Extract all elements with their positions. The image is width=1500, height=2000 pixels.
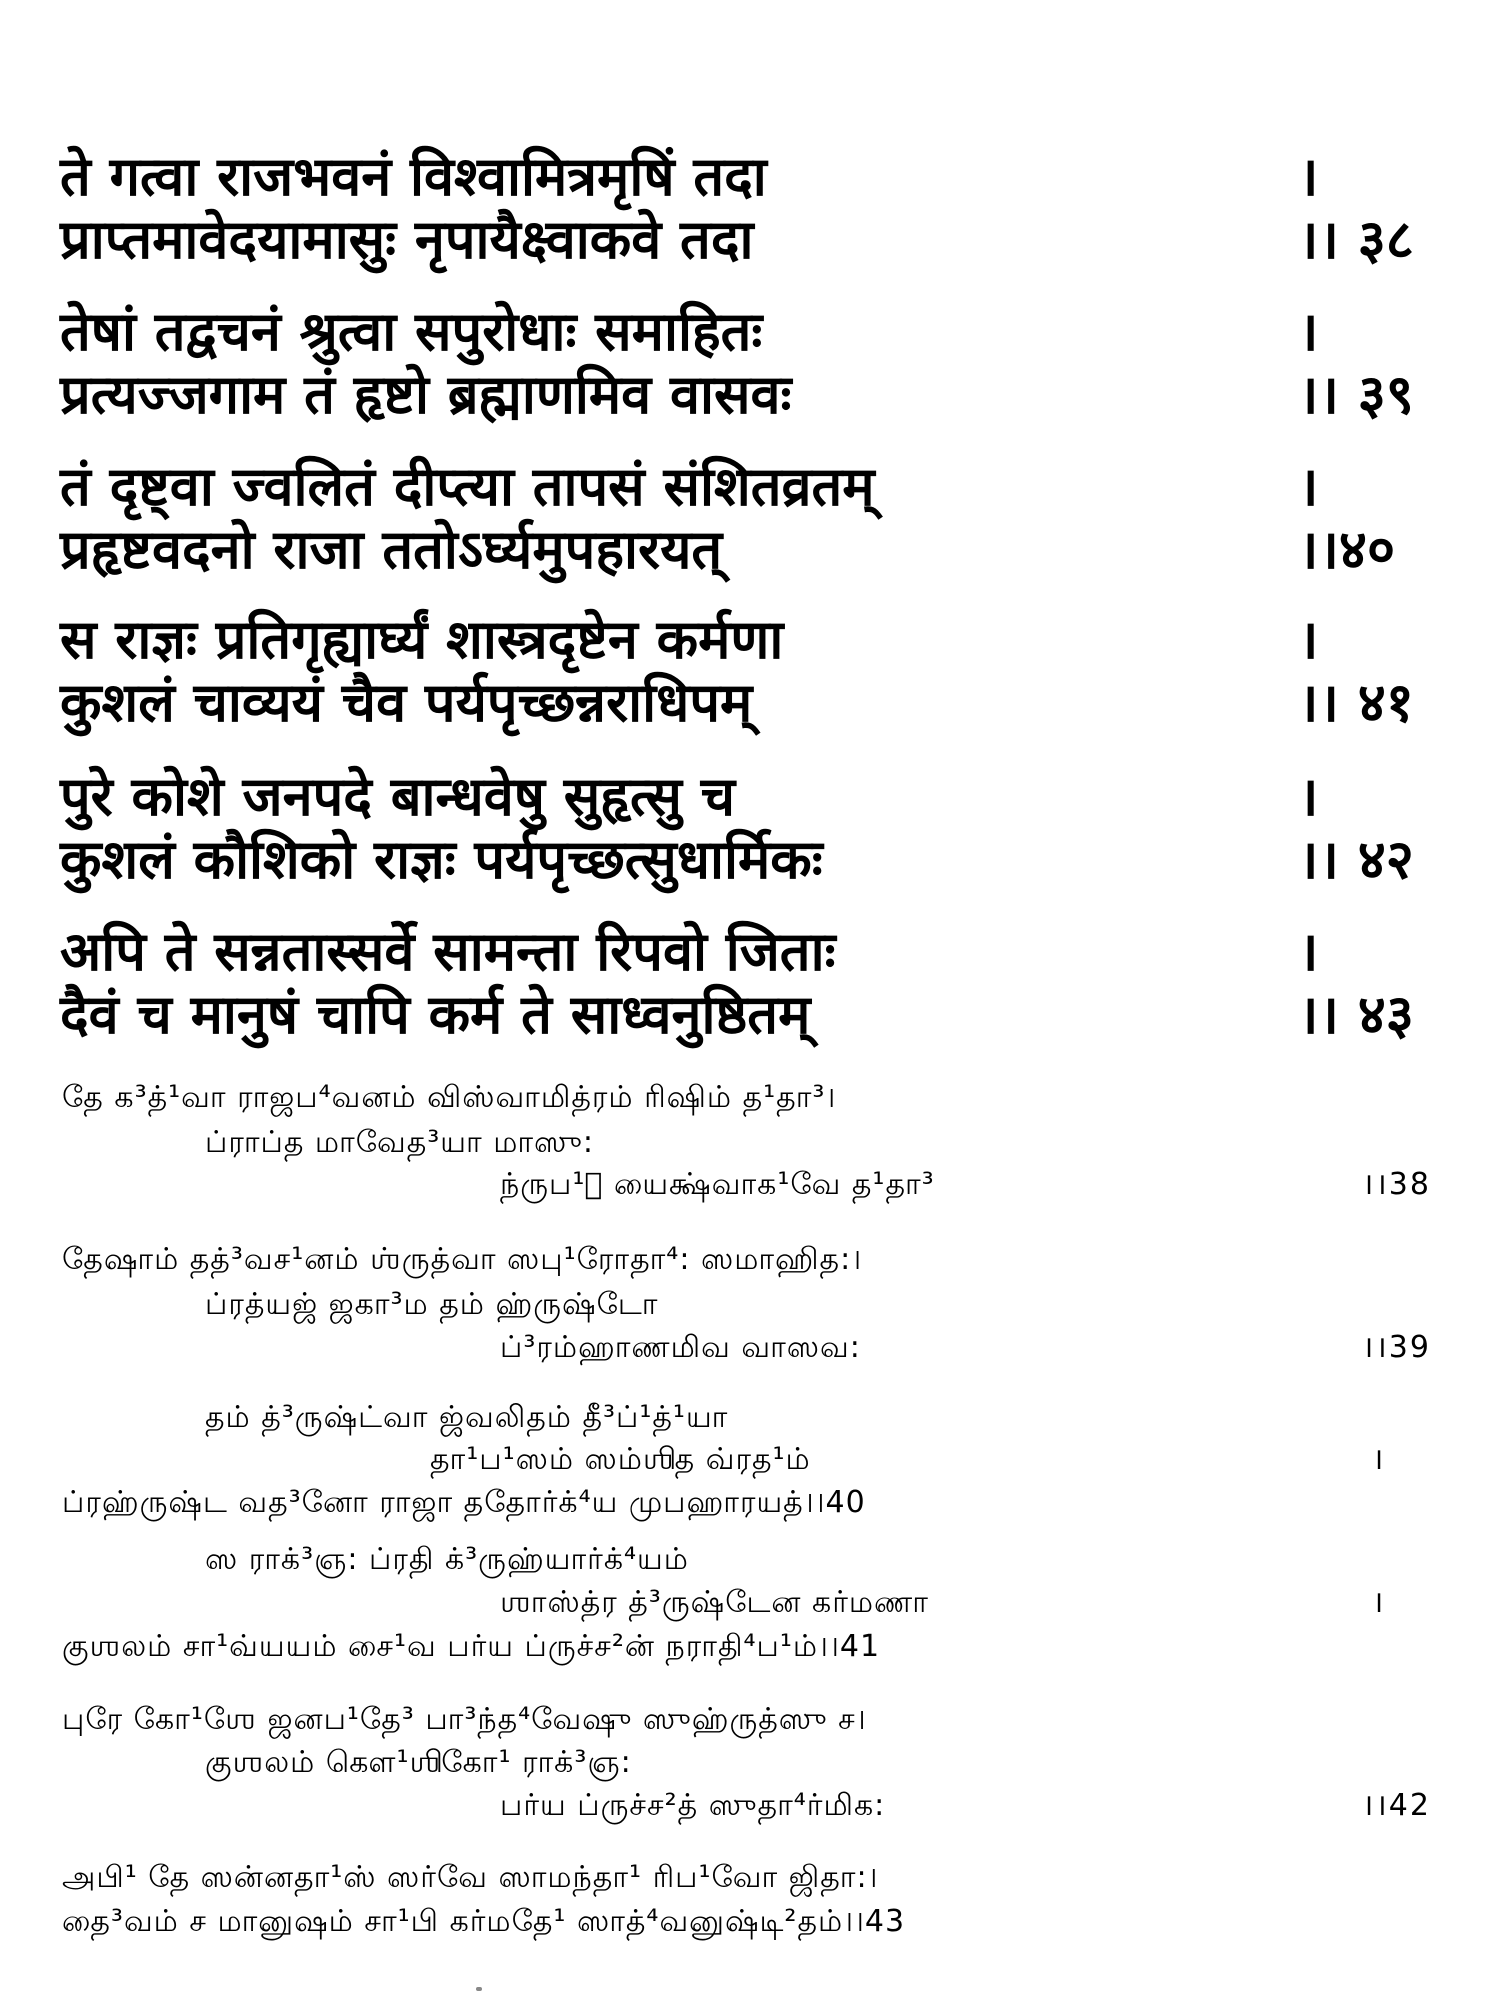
tamil-verse-43-line-2: தை³வம் ச மானுஷம் சா¹பி கர்மதே¹ ஸாத்⁴வனுஷ்டி²தம்।।43 [62,1904,906,1939]
sanskrit-verse-39-line-2: प्रत्यज्जगाम तं हृष्टो ब्रह्माणमिव वासवः ।। ३९ [60,363,1414,426]
tamil-verse-42-line-1: புரே கோ¹ஶே ஜனப¹தே³ பா³ந்த⁴வேஷு ஸுஹ்ருத்ஸு ச। [62,1702,867,1737]
verse-number-39: ।। ३९ [1298,363,1414,426]
tamil-verse-40-line-2: தா¹ப¹ஸம் ஸம்ஶித வ்ரத¹ம் [430,1442,811,1477]
tamil-verse-43-line-1: அபி¹ தே ஸன்னதா¹ஸ் ஸர்வே ஸாமந்தா¹ ரிப¹வோ ஜிதா:। [62,1860,879,1895]
tamil-verse-42-line-2: குஶலம் கௌ¹ஶிகோ¹ ராக்³ஞ: [205,1745,632,1780]
sanskrit-verse-40-line-1: तं दृष्ट्वा ज्वलितं दीप्त्या तापसं संशितव्रतम् । [60,455,1319,518]
scan-speck [476,1987,482,1991]
tamil-verse-number-42: ।।42 [1362,1788,1431,1823]
tamil-verse-38-line-2: ப்ராப்த மாவேத³யா மாஸு: [205,1125,594,1160]
tamil-verse-41-line-1: ஸ ராக்³ஞ: ப்ரதி க்³ருஹ்யார்க்⁴யம் [205,1542,689,1577]
sanskrit-verse-42-line-2: कुशलं कौशिको राज्ञः पर्यपृच्छत्सुधार्मिकः ।। ४२ [60,828,1414,891]
sanskrit-verse-43-line-1: अपि ते सन्नतास्सर्वे सामन्ता रिपवो जिताः । [60,920,1319,983]
verse-number-41: ।। ४१ [1298,671,1414,734]
sanskrit-verse-41-line-1: स राज्ञः प्रतिगृह्यार्घ्यं शास्त्रदृष्टेन कर्मणा । [60,608,1319,671]
tamil-verse-38-line-1: தே க³த்¹வா ராஜப⁴வனம் விஸ்வாமித்ரம் ரிஷிம் த¹தா³। [62,1080,837,1115]
verse-number-43: ।। ४३ [1298,983,1414,1046]
tamil-verse-41-line-3: குஶலம் சா¹வ்யயம் சை¹வ பர்ய ப்ருச்ச²ன் நராதி⁴ப¹ம்।।41 [62,1629,881,1664]
tamil-verse-number-39: ।।39 [1362,1330,1431,1365]
verse-number-38: ।। ३८ [1298,208,1414,271]
tamil-verse-39-line-2: ப்ரத்யஜ் ஜகா³ம தம் ஹ்ருஷ்டோ [205,1287,659,1322]
verse-number-42: ।। ४२ [1298,828,1414,891]
tamil-verse-40-mark: । [1372,1442,1385,1477]
tamil-verse-42-line-3: பர்ய ப்ருச்ச²த் ஸுதா⁴ர்மிக: [500,1788,886,1823]
tamil-verse-39-line-1: தேஷாம் தத்³வச¹னம் ஶ்ருத்வா ஸபு¹ரோதா⁴: ஸமாஹித:। [62,1242,863,1277]
tamil-verse-number-38: ।।38 [1362,1167,1431,1202]
tamil-verse-40-line-1: தம் த்³ருஷ்ட்வா ஜ்வலிதம் தீ³ப்¹த்¹யா [205,1400,729,1435]
tamil-verse-39-line-3: ப்³ரம்ஹாணமிவ வாஸவ: [500,1330,861,1365]
sanskrit-verse-40-line-2: प्रहृष्टवदनो राजा ततोऽर्घ्यमुपहारयत् ।।४० [60,518,1396,581]
verse-number-40: ।।४० [1298,518,1396,581]
tamil-verse-38-line-3: ந்ருப¹ா யைக்ஷ்வாக¹வே த¹தா³ [500,1167,935,1202]
sanskrit-verse-41-line-2: कुशलं चाव्ययं चैव पर्यपृच्छन्नराधिपम् ।। ४१ [60,671,1414,734]
sanskrit-verse-38-line-2: प्राप्तमावेदयामासुः नृपायैक्ष्वाकवे तदा ।। ३८ [60,208,1414,271]
tamil-verse-41-line-2: ஶாஸ்த்ர த்³ருஷ்டேன கர்மணா [500,1585,929,1620]
sanskrit-verse-39-line-1: तेषां तद्वचनं श्रुत्वा सपुरोधाः समाहितः । [60,300,1319,363]
sanskrit-verse-43-line-2: दैवं च मानुषं चापि कर्म ते साध्वनुष्ठितम् ।। ४३ [60,983,1414,1046]
sanskrit-verse-42-line-1: पुरे कोशे जनपदे बान्धवेषु सुहृत्सु च । [60,765,1319,828]
tamil-verse-41-mark: । [1372,1585,1385,1620]
tamil-verse-40-line-3: ப்ரஹ்ருஷ்ட வத³னோ ராஜா ததோர்க்⁴ய முபஹாரயத்।।40 [62,1485,866,1520]
sanskrit-verse-38-line-1: ते गत्वा राजभवनं विश्वामित्रमृषिं तदा । [60,145,1319,208]
